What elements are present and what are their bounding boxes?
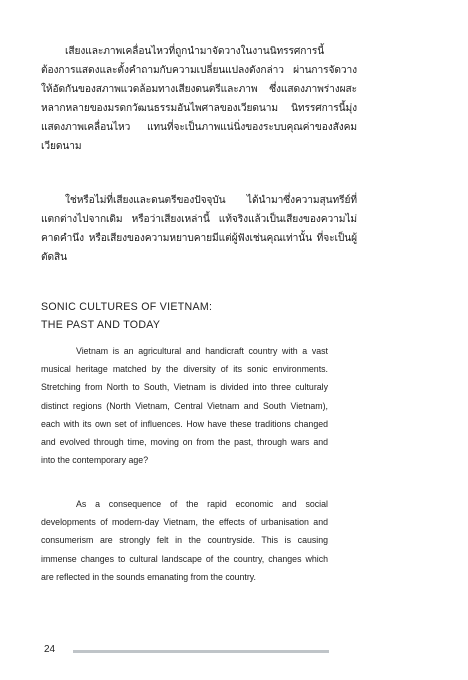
page-number: 24: [44, 644, 56, 655]
section-heading: [41, 298, 212, 334]
english-paragraph-1: [41, 342, 328, 469]
thai-paragraph-2: [41, 191, 357, 267]
english-paragraph-1-text: Vietnam is an agricultural and handicraft country with a vast musical heritage matched by the diversity of its sonic environments. Stretching from North to South, Vietnam is divided into three culturaly distinct regions (North Vietnam, Central Vietnam and South Vietnam), each with its own set of influences. How have these traditions changed and evolved through time, moving on from the past, through wars and into the contemporary age?: [41, 346, 328, 466]
english-paragraph-2-text: As a consequence of the rapid economic and social developments of modern-day Vietnam, the effects of urbanisation and consumerism are strongly felt in the countryside. This is causing immense changes to cultural landscape of the country, changes which are reflected in the sounds emanating from the country.: [41, 499, 328, 582]
thai-paragraph-1-text: เสียงและภาพเคลื่อนไหวที่ถูกนำมาจัดวางในงานนิทรรศการนี้ ต้องการแสดงและตั้งคำถามกับความเปลี่ยนแปลงดังกล่าว ผ่านการจัดวางให้อัดกันของสภาพแวดล้อมทางเสียงดนตรีและภาพ ซึ่งแสดงภาพร่างผสะหลากหลายของมรดกวัฒนธรรมอันไพศาลของเวียดนาม นิทรรศการนี้มุ่งแสดงภาพเคลื่อนไหว แทนที่จะเป็นภาพแน่นิ่งของระบบคุณค่าของสังคมเวียดนาม: [41, 46, 357, 152]
section-heading-line-2: THE PAST AND TODAY: [41, 319, 161, 331]
section-heading-line-1: SONIC CULTURES OF VIETNAM:: [41, 301, 213, 313]
footer-rule: [73, 650, 329, 653]
english-paragraph-2: [41, 495, 328, 586]
thai-paragraph-2-text: ใช่หรือไม่ที่เสียงและดนตรีของปัจจุบัน ได้นำมาซึ่งความสุนทรีย์ที่แตกต่างไปจากเดิม หรือว่าเสียงเหล่านี้ แท้จริงแล้วเป็นเสียงของความไม่คาดคำนึง หรือเสียงของความหยาบคายมีแต่ผู้ฟังเช่นคุณเท่านั้น ที่จะเป็นผู้ตัดสิน: [41, 195, 357, 263]
thai-paragraph-1: [41, 42, 357, 156]
